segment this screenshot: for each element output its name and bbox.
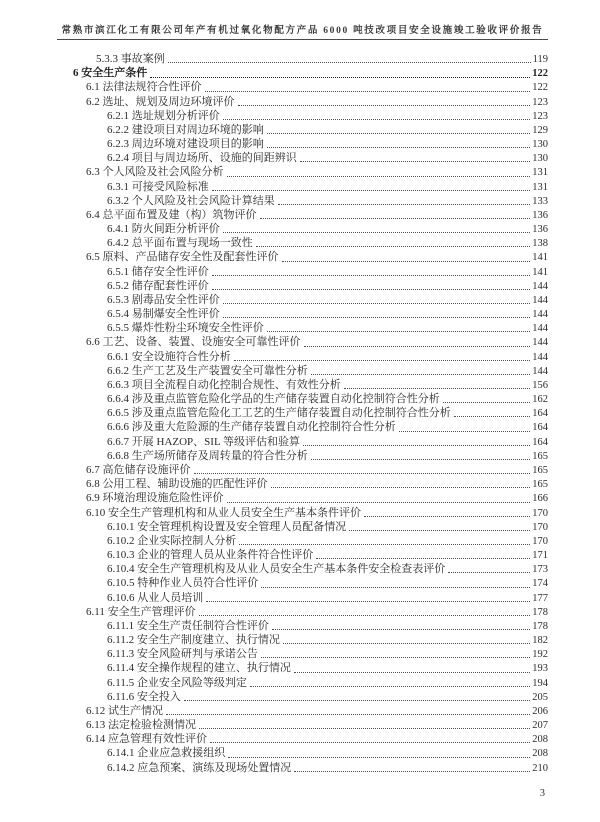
toc-entry-label: 6.7 高危储存设施评价 bbox=[86, 463, 191, 476]
dot-leader bbox=[267, 133, 531, 134]
toc-entry bbox=[107, 307, 548, 321]
toc-entry bbox=[107, 180, 548, 194]
dot-leader bbox=[261, 657, 530, 658]
dot-leader bbox=[250, 686, 530, 687]
toc-entry-label: 6.6.8 生产场所储存及周转量的符合性分析 bbox=[107, 449, 308, 462]
toc-entry-page-number: 141 bbox=[532, 266, 548, 278]
toc-entry-page-number: 208 bbox=[532, 748, 548, 760]
toc-entry-page-number: 136 bbox=[532, 209, 548, 221]
dot-leader bbox=[267, 147, 531, 148]
toc-entry bbox=[107, 236, 548, 250]
toc-entry bbox=[107, 676, 548, 690]
dot-leader bbox=[227, 502, 531, 503]
dot-leader bbox=[311, 459, 531, 460]
toc-entry-label: 6.4.1 防火间距分析评价 bbox=[107, 223, 220, 236]
dot-leader bbox=[238, 105, 531, 106]
toc-entry-page-number: 207 bbox=[532, 720, 548, 732]
toc-entry-page-number: 170 bbox=[532, 535, 548, 547]
toc-entry bbox=[86, 335, 548, 349]
toc-entry-page-number: 122 bbox=[532, 68, 548, 80]
dot-leader bbox=[294, 672, 530, 673]
dot-leader bbox=[234, 360, 531, 361]
toc-entry-label: 6.10.6 从业人员培训 bbox=[107, 591, 204, 604]
toc-entry-page-number: 131 bbox=[532, 167, 548, 179]
toc-entry bbox=[107, 151, 548, 165]
toc-entry-label: 6.9 环境治理设施危险性评价 bbox=[86, 492, 224, 505]
dot-leader bbox=[166, 714, 530, 715]
toc-entry bbox=[107, 265, 548, 279]
toc-entry-page-number: 144 bbox=[532, 309, 548, 321]
toc-entry-page-number: 136 bbox=[532, 224, 548, 236]
toc-entry bbox=[86, 732, 548, 746]
toc-entry-label: 6.6.1 安全设施符合性分析 bbox=[107, 350, 231, 363]
toc-entry bbox=[107, 591, 548, 605]
toc-entry bbox=[107, 406, 548, 420]
toc-entry-label: 6.3 个人风险及社会风险分析 bbox=[86, 166, 224, 179]
dot-leader bbox=[239, 544, 530, 545]
toc-entry-page-number: 192 bbox=[532, 649, 548, 661]
toc-entry-page-number: 173 bbox=[532, 564, 548, 576]
toc-entry bbox=[86, 95, 548, 109]
toc-entry bbox=[86, 208, 548, 222]
toc-entry bbox=[107, 378, 548, 392]
toc-entry-label: 6.10.2 企业实际控制人分析 bbox=[107, 534, 237, 547]
dot-leader bbox=[212, 289, 531, 290]
dot-leader bbox=[399, 431, 531, 432]
dot-leader bbox=[228, 757, 530, 758]
toc-entry bbox=[86, 250, 548, 264]
dot-leader bbox=[194, 473, 531, 474]
toc-entry-label: 6.5 原料、产品储存安全性及配套性评价 bbox=[86, 251, 279, 264]
dot-leader bbox=[199, 615, 531, 616]
toc-entry-page-number: 205 bbox=[532, 691, 548, 703]
dot-leader bbox=[212, 275, 531, 276]
toc-entry-page-number: 165 bbox=[532, 464, 548, 476]
toc-entry-page-number: 133 bbox=[532, 195, 548, 207]
toc-entry-page-number: 174 bbox=[532, 578, 548, 590]
toc-entry-label: 6.11.4 安全操作规程的建立、执行情况 bbox=[107, 662, 291, 675]
dot-leader bbox=[267, 331, 531, 332]
dot-leader bbox=[199, 728, 530, 729]
toc-entry-label: 6.2.4 项目与周边场所、设施的间距辨识 bbox=[107, 152, 297, 165]
toc-entry-page-number: 210 bbox=[532, 762, 548, 774]
toc-entry bbox=[107, 746, 548, 760]
toc-entry-label: 6.6 工艺、设备、装置、设施安全可靠性评价 bbox=[86, 336, 301, 349]
toc-entry-page-number: 141 bbox=[532, 252, 548, 264]
dot-leader bbox=[260, 218, 531, 219]
toc-entry bbox=[107, 392, 548, 406]
toc-entry-label: 5.3.3 事故案例 bbox=[96, 53, 165, 65]
dot-leader bbox=[223, 303, 531, 304]
dot-leader bbox=[210, 742, 530, 743]
toc-entry-page-number: 144 bbox=[532, 365, 548, 377]
toc-entry-page-number: 208 bbox=[532, 734, 548, 746]
dot-leader bbox=[256, 246, 531, 247]
toc-entry-page-number: 144 bbox=[532, 294, 548, 306]
toc-entry bbox=[107, 690, 548, 704]
toc-entry-page-number: 130 bbox=[532, 139, 548, 151]
toc-entry bbox=[107, 293, 548, 307]
toc-entry bbox=[107, 761, 548, 775]
toc-entry bbox=[107, 222, 548, 236]
toc-entry bbox=[107, 321, 548, 335]
toc-entry bbox=[107, 137, 548, 151]
dot-leader bbox=[283, 643, 530, 644]
toc-entry bbox=[107, 520, 548, 534]
toc-entry-label: 6.11.2 安全生产制度建立、执行情况 bbox=[107, 634, 280, 647]
dot-leader bbox=[205, 91, 531, 92]
toc-entry-page-number: 119 bbox=[532, 54, 548, 65]
dot-leader bbox=[454, 416, 531, 417]
toc-entry bbox=[107, 194, 548, 208]
toc-entry bbox=[86, 491, 548, 505]
toc-entry-label: 6.2 选址、规划及周边环境评价 bbox=[86, 95, 235, 108]
toc-entry-label: 6.2.2 建设项目对周边环境的影响 bbox=[107, 123, 264, 136]
toc-entry-page-number: 164 bbox=[532, 408, 548, 420]
dot-leader bbox=[261, 587, 530, 588]
toc-entry-label: 6.6.6 涉及重大危险源的生产储存装置自动化控制符合性分析 bbox=[107, 421, 396, 434]
toc-entry bbox=[107, 350, 548, 364]
toc-entry bbox=[107, 364, 548, 378]
toc-entry-label: 6.10.1 安全管理机构设置及安全管理人员配备情况 bbox=[107, 520, 347, 533]
toc-entry-page-number: 165 bbox=[532, 479, 548, 491]
toc-entry-page-number: 206 bbox=[532, 705, 548, 717]
toc-entry bbox=[86, 80, 548, 94]
toc-entry bbox=[86, 477, 548, 491]
toc-entry-page-number: 193 bbox=[532, 663, 548, 675]
toc-entry bbox=[107, 449, 548, 463]
toc-entry-label: 6.6.2 生产工艺及生产装置安全可靠性分析 bbox=[107, 364, 308, 377]
toc-entry bbox=[107, 123, 548, 137]
dot-leader bbox=[223, 232, 531, 233]
dot-leader bbox=[223, 317, 531, 318]
toc-entry-label: 6.5.1 储存安全性评价 bbox=[107, 265, 209, 278]
toc-entry-page-number: 194 bbox=[532, 677, 548, 689]
toc-entry-label: 6.4.2 总平面布置与现场一致性 bbox=[107, 237, 253, 250]
dot-leader bbox=[271, 487, 531, 488]
toc-entry-label: 6.4 总平面布置及建（构）筑物评价 bbox=[86, 208, 257, 221]
toc-entry-page-number: 177 bbox=[532, 592, 548, 604]
toc-entry-label: 6.14 应急管理有效性评价 bbox=[86, 733, 207, 746]
toc-entry-page-number: 164 bbox=[532, 436, 548, 448]
toc-entry bbox=[107, 109, 548, 123]
toc-entry-page-number: 170 bbox=[532, 521, 548, 533]
toc-entry bbox=[107, 633, 548, 647]
dot-leader bbox=[278, 204, 531, 205]
dot-leader bbox=[168, 62, 531, 63]
toc-entry-label: 6.10.5 特种作业人员符合性评价 bbox=[107, 577, 259, 590]
table-of-contents bbox=[57, 52, 548, 775]
dot-leader bbox=[448, 572, 530, 573]
toc-entry-label: 6.11.5 企业安全风险等级判定 bbox=[107, 676, 247, 689]
toc-entry-label: 6.6.4 涉及重点监管危险化学品的生产储存装置自动化控制符合性分析 bbox=[107, 393, 440, 406]
toc-entry-page-number: 144 bbox=[532, 323, 548, 335]
toc-entry-label: 6 安全生产条件 bbox=[73, 67, 148, 80]
toc-entry-page-number: 129 bbox=[532, 124, 548, 136]
toc-entry-label: 6.11.3 安全风险研判与承诺公告 bbox=[107, 648, 258, 661]
dot-leader bbox=[294, 771, 530, 772]
dot-leader bbox=[223, 119, 531, 120]
dot-leader bbox=[150, 77, 530, 78]
toc-entry-label: 6.13 法定检验检测情况 bbox=[86, 719, 196, 732]
toc-entry-label: 6.12 试生产情况 bbox=[86, 704, 163, 717]
toc-entry-label: 6.2.1 选址规划分析评价 bbox=[107, 109, 220, 122]
dot-leader bbox=[349, 530, 530, 531]
dot-leader bbox=[311, 374, 531, 375]
toc-entry-label: 6.5.2 储存配套性评价 bbox=[107, 279, 209, 292]
toc-entry-label: 6.1 法律法规符合性评价 bbox=[86, 81, 202, 94]
toc-entry-page-number: 178 bbox=[532, 606, 548, 618]
toc-entry-label: 6.10.3 企业的管理人员从业条件符合性评价 bbox=[107, 549, 314, 562]
toc-entry-page-number: 123 bbox=[532, 96, 548, 108]
toc-entry-page-number: 123 bbox=[532, 110, 548, 122]
toc-entry bbox=[86, 463, 548, 477]
dot-leader bbox=[272, 629, 530, 630]
dot-leader bbox=[206, 601, 530, 602]
toc-entry bbox=[107, 619, 548, 633]
toc-entry-page-number: 138 bbox=[532, 238, 548, 250]
dot-leader bbox=[212, 190, 531, 191]
page-header bbox=[57, 22, 548, 40]
toc-entry bbox=[73, 66, 548, 80]
toc-entry-page-number: 171 bbox=[532, 550, 548, 562]
dot-leader bbox=[227, 176, 531, 177]
toc-entry bbox=[107, 435, 548, 449]
toc-entry bbox=[86, 704, 548, 718]
dot-leader bbox=[300, 161, 531, 162]
toc-entry-label: 6.5.5 爆炸性粉尘环境安全性评价 bbox=[107, 322, 264, 335]
toc-entry bbox=[107, 279, 548, 293]
page-header-title: 常熟市滨江化工有限公司年产有机过氧化物配方产品 6000 吨技改项目安全设施竣工验收评价报告 bbox=[61, 26, 544, 36]
toc-entry-page-number: 130 bbox=[532, 153, 548, 165]
toc-entry bbox=[96, 52, 548, 66]
dot-leader bbox=[184, 700, 530, 701]
toc-entry bbox=[86, 718, 548, 732]
toc-entry-label: 6.3.1 可接受风险标准 bbox=[107, 180, 209, 193]
toc-entry-label: 6.5.3 剧毒品安全性评价 bbox=[107, 293, 220, 306]
page-number: 3 bbox=[539, 788, 545, 799]
toc-entry-label: 6.10 安全生产管理机构和从业人员安全生产基本条件评价 bbox=[86, 506, 361, 519]
toc-entry-label: 6.3.2 个人风险及社会风险计算结果 bbox=[107, 194, 275, 207]
toc-entry-page-number: 178 bbox=[532, 620, 548, 632]
toc-entry-label: 6.5.4 易制爆安全性评价 bbox=[107, 308, 220, 321]
toc-entry bbox=[107, 661, 548, 675]
toc-entry bbox=[86, 165, 548, 179]
toc-entry-page-number: 156 bbox=[532, 379, 548, 391]
toc-entry bbox=[107, 562, 548, 576]
toc-entry-page-number: 144 bbox=[532, 337, 548, 349]
toc-entry-label: 6.11 安全生产管理评价 bbox=[86, 605, 196, 618]
toc-entry bbox=[107, 420, 548, 434]
toc-entry-label: 6.14.1 企业应急救援组织 bbox=[107, 747, 226, 760]
page-footer bbox=[540, 788, 545, 799]
dot-leader bbox=[282, 261, 531, 262]
toc-entry bbox=[107, 576, 548, 590]
toc-entry-page-number: 170 bbox=[532, 507, 548, 519]
dot-leader bbox=[316, 558, 530, 559]
dot-leader bbox=[304, 346, 531, 347]
toc-entry bbox=[107, 548, 548, 562]
dot-leader bbox=[344, 388, 531, 389]
toc-entry-label: 6.6.5 涉及重点监管危险化工工艺的生产储存装置自动化控制符合性分析 bbox=[107, 407, 451, 420]
toc-entry-page-number: 182 bbox=[532, 635, 548, 647]
dot-leader bbox=[303, 445, 530, 446]
toc-entry-page-number: 144 bbox=[532, 280, 548, 292]
toc-entry-page-number: 144 bbox=[532, 351, 548, 363]
toc-entry bbox=[86, 506, 548, 520]
toc-entry-page-number: 122 bbox=[532, 82, 548, 94]
toc-entry-label: 6.14.2 应急预案、演练及现场处置情况 bbox=[107, 761, 292, 774]
toc-entry-page-number: 165 bbox=[532, 450, 548, 462]
toc-entry-label: 6.10.4 安全生产管理机构及从业人员安全生产基本条件安全检查表评价 bbox=[107, 563, 446, 576]
toc-entry-page-number: 162 bbox=[532, 394, 548, 406]
toc-entry bbox=[107, 534, 548, 548]
toc-entry-label: 6.11.1 安全生产责任制符合性评价 bbox=[107, 619, 269, 632]
toc-entry-label: 6.6.7 开展 HAZOP、SIL 等级评估和验算 bbox=[107, 435, 301, 448]
toc-entry-page-number: 164 bbox=[532, 422, 548, 434]
toc-entry-label: 6.2.3 周边环境对建设项目的影响 bbox=[107, 138, 264, 151]
toc-entry-label: 6.6.3 项目全流程自动化控制合规性、有效性分析 bbox=[107, 378, 341, 391]
toc-entry-label: 6.8 公用工程、辅助设施的匹配性评价 bbox=[86, 478, 268, 491]
toc-entry bbox=[86, 605, 548, 619]
dot-leader bbox=[443, 402, 531, 403]
toc-entry-label: 6.11.6 安全投入 bbox=[107, 690, 181, 703]
toc-entry-page-number: 131 bbox=[532, 181, 548, 193]
toc-entry bbox=[107, 647, 548, 661]
dot-leader bbox=[364, 516, 530, 517]
toc-entry-page-number: 166 bbox=[532, 493, 548, 505]
